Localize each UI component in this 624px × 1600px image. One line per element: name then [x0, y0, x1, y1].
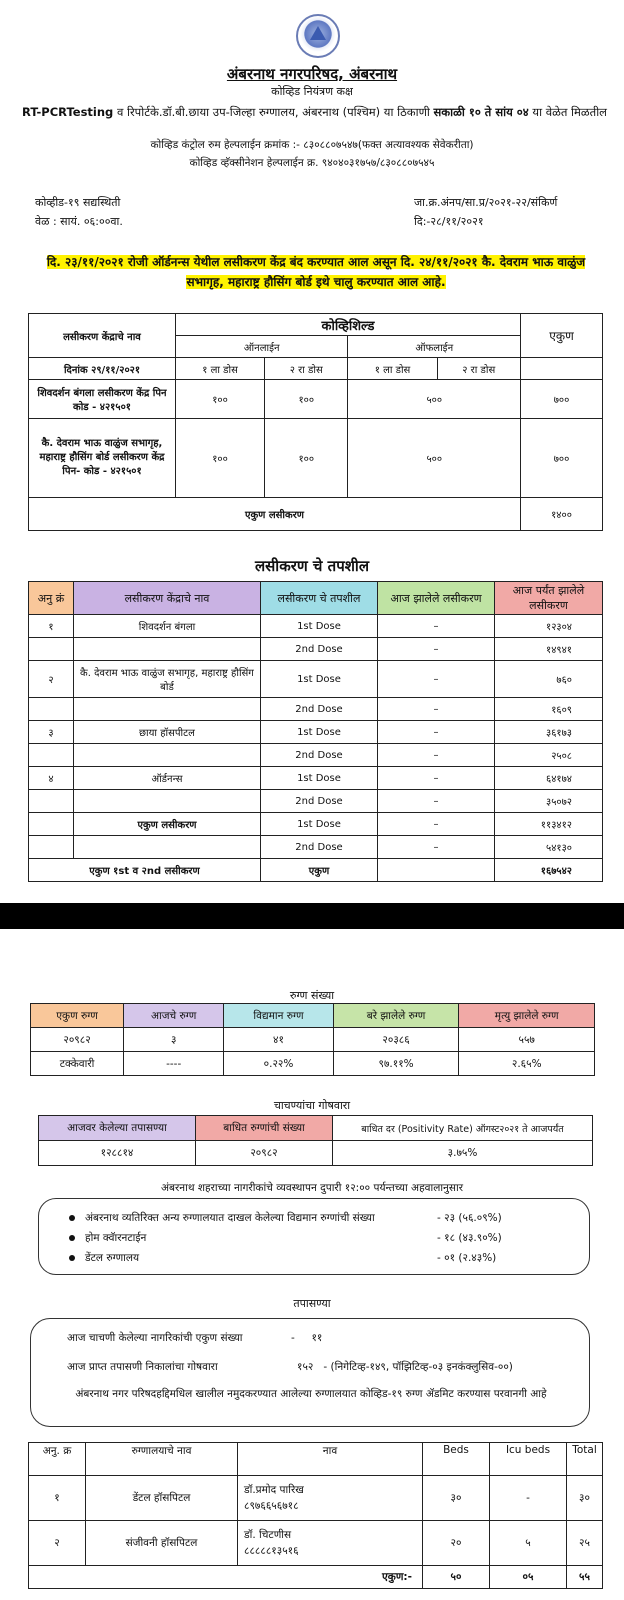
- reference-number: जा.क्र.अंनप/सा.प्र/२०२१-२२/संकिर्ण: [414, 196, 558, 209]
- table-row: [29, 419, 603, 498]
- today-count: –: [378, 698, 495, 721]
- table-row: [29, 661, 603, 698]
- today-count: –: [378, 813, 495, 836]
- hdr-hospital: रुग्णालयाचे नाव: [86, 1443, 238, 1476]
- hdr-deaths: मृत्यु झालेले रुग्ण: [459, 1004, 595, 1028]
- col-center: लसीकरण केंद्राचे नाव: [74, 582, 261, 615]
- pct-deaths: २.६५%: [459, 1052, 595, 1076]
- till-count: १६०९: [495, 698, 603, 721]
- page-subtitle: कोव्हिड नियंत्रण कक्ष: [271, 85, 353, 98]
- hospitals-total-beds: ५०: [423, 1566, 490, 1589]
- table-row: [29, 790, 603, 813]
- dose-label: 2nd Dose: [261, 790, 378, 813]
- plan-total-label: एकुण लसीकरण: [29, 498, 521, 531]
- list-item: होम क्वॅारनटाईन: [69, 1231, 146, 1245]
- doctor-name: डॉ.प्रमोद पारिख: [244, 1484, 304, 1496]
- till-count: ३५०७२: [495, 790, 603, 813]
- doctor-phone: ८८८८८१३५१६: [244, 1545, 299, 1557]
- results-value: १५२ - (निगेटिव्ह-१४९, पॉझिटिव्ह-०३ इनकंक्लुसिव-००): [297, 1361, 513, 1373]
- row-total: ७००: [521, 419, 603, 498]
- table-row: [29, 836, 603, 859]
- total-beds: २५: [567, 1521, 603, 1566]
- till-count: १४९४१: [495, 638, 603, 661]
- doctor-contact: [238, 1476, 423, 1521]
- list-item: अंबरनाथ व्यतिरिक्त अन्य रुग्णालयात दाखल केलेल्या विद्यमान रुग्णांची संख्या: [69, 1211, 375, 1225]
- table-row: [29, 1521, 603, 1566]
- time-label: वेळ : सायं. ०६:००वा.: [35, 215, 123, 228]
- center-name: ऑर्डनन्स: [74, 767, 261, 790]
- center-name: शिवदर्शन बंगला: [74, 615, 261, 638]
- offline-doses: ५००: [348, 380, 521, 419]
- table-row: [29, 698, 603, 721]
- till-count: २५०८: [495, 744, 603, 767]
- col-till-date: आज पर्यंत झालेले लसीकरण: [495, 582, 603, 615]
- today-count: –: [378, 661, 495, 698]
- death-count: ५५७: [459, 1028, 595, 1052]
- patients-table: [30, 1003, 595, 1076]
- col-online: ऑनलाईन: [176, 336, 348, 358]
- testing-summary-table: [38, 1115, 593, 1166]
- today-count: –: [378, 615, 495, 638]
- positive-count: २०९८२: [196, 1141, 333, 1166]
- testing-summary-title: चाचण्यांचा गोषवारा: [273, 1099, 351, 1112]
- table-row: [29, 744, 603, 767]
- hdr-active: विद्यमान रुग्ण: [224, 1004, 333, 1028]
- center-name: कै. देवराम भाऊ वाळुंज सभागृह, महाराष्ट्र हौसिंग बोर्ड: [74, 661, 261, 698]
- city-breakdown-box: [38, 1198, 590, 1275]
- list-item: डेंटल रुग्णालय: [69, 1251, 139, 1265]
- rtpcr-info: [22, 104, 612, 120]
- center-name: कै. देवराम भाऊ वाळुंज सभागृह, महाराष्ट्र हौसिंग बोर्ड लसीकरण केंद्र पिन- कोड - ४२१५०१: [29, 419, 176, 498]
- col-sr: अनु क्रं: [29, 582, 74, 615]
- vaccination-plan-table: [28, 313, 603, 531]
- table-row: [29, 767, 603, 790]
- admission-note: अंबरनाथ नगर परिषदहद्दिमधिल खालील नमुदकरण्यात आलेल्या रुग्णालयात कोव्हिड-१९ रुग्ण ॲडमिट करण्यास परवानगी आहे: [75, 1388, 547, 1400]
- list-item-value: - २३ (५६.०९%): [437, 1212, 502, 1224]
- details-title: लसीकरण चे तपशील: [255, 557, 369, 575]
- page-title: अंबरनाथ नगरपरिषद, अंबरनाथ: [226, 65, 398, 83]
- dose-label: 1st Dose: [261, 813, 378, 836]
- sr: ४: [29, 767, 74, 790]
- till-count: ३६१७३: [495, 721, 603, 744]
- sr: ३: [29, 721, 74, 744]
- till-count: ६४१७४: [495, 767, 603, 790]
- hospitals-table: [28, 1442, 603, 1589]
- table-row: [29, 615, 603, 638]
- patients-title: रुग्ण संख्या: [289, 989, 335, 1002]
- sr: १: [29, 615, 74, 638]
- online-dose1: १००: [176, 380, 265, 419]
- col-covishield: कोव्हिशिल्ड: [176, 314, 521, 336]
- pct-recovered: ९७.११%: [333, 1052, 459, 1076]
- pct-active: ०.२२%: [224, 1052, 333, 1076]
- vaccination-helpline: कोव्हिड व्हॅक्सीनेशन हेल्पलाईन क्र. ९४०४०३१७५७/८३०८८०७५४५: [189, 157, 435, 169]
- table-row: [31, 1052, 595, 1076]
- results-label: आज प्राप्त तपासणी निकालांचा गोषवारा: [67, 1361, 218, 1373]
- today-count: –: [378, 790, 495, 813]
- control-room-helpline: कोव्हिड कंट्रोल रुम हेल्पलाईन क्रमांक :- ८३०८८०७५४७(फक्त अत्यावश्यक सेवेकरीता): [150, 139, 474, 151]
- notice-banner: [35, 252, 597, 292]
- black-divider: [0, 903, 624, 929]
- table-row: [29, 859, 603, 882]
- status-label: कोव्हीड-१९ सद्यस्थिती: [35, 196, 121, 209]
- municipal-seal-logo: [296, 14, 340, 58]
- grand-total-col: एकुण: [261, 859, 378, 882]
- table-row: [29, 1476, 603, 1521]
- till-count: ७६०: [495, 661, 603, 698]
- hdr-sr: अनु. क्र: [29, 1443, 86, 1476]
- dose-label: 2nd Dose: [261, 698, 378, 721]
- hdr-positivity-rate: बाधित दर (Positivity Rate) ऑगस्ट२०२१ ते आजपर्यंत: [333, 1116, 593, 1141]
- col-offline: ऑफलाईन: [348, 336, 521, 358]
- tests-box: [30, 1318, 590, 1427]
- hospital-name: डेंटल हॉसपिटल: [86, 1476, 238, 1521]
- today-count: –: [378, 638, 495, 661]
- hdr-today: आजचे रुग्ण: [124, 1004, 224, 1028]
- rtpcr-text: व रिपोर्टके.डॉ.बी.छाया उप-जिल्हा रुग्णालय, अंबरनाथ (पश्चिम) या ठिकाणी: [113, 105, 434, 119]
- hdr-recovered: बरे झालेले रुग्ण: [333, 1004, 459, 1028]
- total-label: एकुण लसीकरण: [74, 813, 261, 836]
- offline-doses: ५००: [348, 419, 521, 498]
- bullet-icon: [69, 1255, 75, 1261]
- bullet-icon: [69, 1235, 75, 1241]
- active-patients: ४१: [224, 1028, 333, 1052]
- hdr-icu-beds: Icu beds: [490, 1443, 567, 1476]
- notice-text: दि. २३/११/२०२१ रोजी ऑर्डनन्स येथील लसीकरण केंद्र बंद करण्यात आल असून दि. २४/११/२०२१ कै. देवराम भाऊ वाळुंज सभागृह, महाराष्ट्र हौसिंग बोर्ड इथे चालु करण्यात आल आहे.: [46, 255, 586, 289]
- doctor-contact: [238, 1521, 423, 1566]
- table-row: [29, 721, 603, 744]
- grand-total-label: एकुण १st व २nd लसीकरण: [29, 859, 261, 882]
- plan-total-value: १४००: [521, 498, 603, 531]
- online-dose2: १००: [265, 380, 348, 419]
- beds: २०: [423, 1521, 490, 1566]
- table-row: [39, 1141, 593, 1166]
- pct-today: ----: [124, 1052, 224, 1076]
- rtpcr-prefix: RT-PCRTesting: [22, 105, 114, 119]
- date-label: दिनांक २९/११/२०२१: [29, 358, 176, 380]
- offline-dose2-header: २ रा डोस: [437, 358, 520, 380]
- bullet-icon: [69, 1215, 75, 1221]
- table-row: [29, 638, 603, 661]
- icu-beds: ५: [490, 1521, 567, 1566]
- table-row: [29, 1566, 603, 1589]
- table-row: [29, 380, 603, 419]
- tests-done: १२८८१४: [39, 1141, 196, 1166]
- doctor-name: डॉ. चिटणीस: [244, 1529, 292, 1541]
- recovered-patients: २०३८६: [333, 1028, 459, 1052]
- icu-beds: -: [490, 1476, 567, 1521]
- dose-label: 1st Dose: [261, 721, 378, 744]
- total-beds: ३०: [567, 1476, 603, 1521]
- dose-label: 2nd Dose: [261, 836, 378, 859]
- hdr-total: एकुण रुग्ण: [31, 1004, 124, 1028]
- col-detail: लसीकरण चे तपशील: [261, 582, 378, 615]
- hdr-positive-count: बाधित रुग्णांची संख्या: [196, 1116, 333, 1141]
- center-name: छाया हॉसपीटल: [74, 721, 261, 744]
- today-count: –: [378, 767, 495, 790]
- today-patients: ३: [124, 1028, 224, 1052]
- total-dose1: ११३४१२: [495, 813, 603, 836]
- row-total: ७००: [521, 380, 603, 419]
- col-today: आज झालेले लसीकरण: [378, 582, 495, 615]
- hospital-name: संजीवनी हॉसपिटल: [86, 1521, 238, 1566]
- dose-label: 1st Dose: [261, 767, 378, 790]
- hdr-total: Total: [567, 1443, 603, 1476]
- dose-label: 1st Dose: [261, 661, 378, 698]
- table-row: [29, 813, 603, 836]
- report-date: दि:-२८/११/२०२१: [414, 215, 484, 228]
- tests-today-value: - ११: [291, 1332, 323, 1344]
- list-item-value: - १८ (४३.९०%): [437, 1232, 502, 1244]
- percentage-label: टक्केवारी: [31, 1052, 124, 1076]
- rtpcr-suffix: या वेळेत मिळतील: [528, 105, 607, 119]
- today-count: –: [378, 836, 495, 859]
- online-dose2-header: २ रा डोस: [265, 358, 348, 380]
- city-report-line: अंबरनाथ शहराच्या नागरीकांचे व्यवस्थापन दुपारी १२:०० पर्यन्तच्या अहवालानुसार: [161, 1182, 463, 1194]
- online-dose1-header: १ ला डोस: [176, 358, 265, 380]
- dose-label: 2nd Dose: [261, 638, 378, 661]
- hospitals-total-icu: ०५: [490, 1566, 567, 1589]
- today-count: –: [378, 721, 495, 744]
- till-count: १२३०४: [495, 615, 603, 638]
- total-dose2: ५४१३०: [495, 836, 603, 859]
- col-center-name: लसीकरण केंद्राचे नाव: [29, 314, 176, 358]
- tests-today-label: आज चाचणी केलेल्या नागरिकांची एकुण संख्या: [67, 1332, 243, 1344]
- doctor-phone: ८९७६६५६७१८: [244, 1500, 299, 1512]
- beds: ३०: [423, 1476, 490, 1521]
- grand-total-value: १६७५४२: [495, 859, 603, 882]
- offline-dose1-header: १ ला डोस: [348, 358, 437, 380]
- tests-title: तपासण्या: [293, 1297, 331, 1310]
- dose-label: 1st Dose: [261, 615, 378, 638]
- online-dose1: १००: [176, 419, 265, 498]
- col-total: एकुण: [521, 314, 603, 358]
- rtpcr-time: सकाळी १० ते सांय ०४: [433, 105, 529, 119]
- sr: २: [29, 1521, 86, 1566]
- table-row: [31, 1028, 595, 1052]
- hospitals-total-label: एकुण:-: [29, 1566, 423, 1589]
- positivity-rate: ३.७५%: [333, 1141, 593, 1166]
- list-item-value: - ०१ (२.४३%): [437, 1252, 497, 1264]
- sr: १: [29, 1476, 86, 1521]
- vaccination-details-table: [28, 581, 603, 882]
- total-patients: २०९८२: [31, 1028, 124, 1052]
- sr: २: [29, 661, 74, 698]
- hdr-beds: Beds: [423, 1443, 490, 1476]
- dose-label: 2nd Dose: [261, 744, 378, 767]
- today-count: –: [378, 744, 495, 767]
- hospitals-total-all: ५५: [567, 1566, 603, 1589]
- online-dose2: १००: [265, 419, 348, 498]
- center-name: शिवदर्शन बंगला लसीकरण केंद्र पिन कोड - ४२१५०१: [29, 380, 176, 419]
- hdr-contact: नाव: [238, 1443, 423, 1476]
- hdr-tests-done: आजवर केलेल्या तपासण्या: [39, 1116, 196, 1141]
